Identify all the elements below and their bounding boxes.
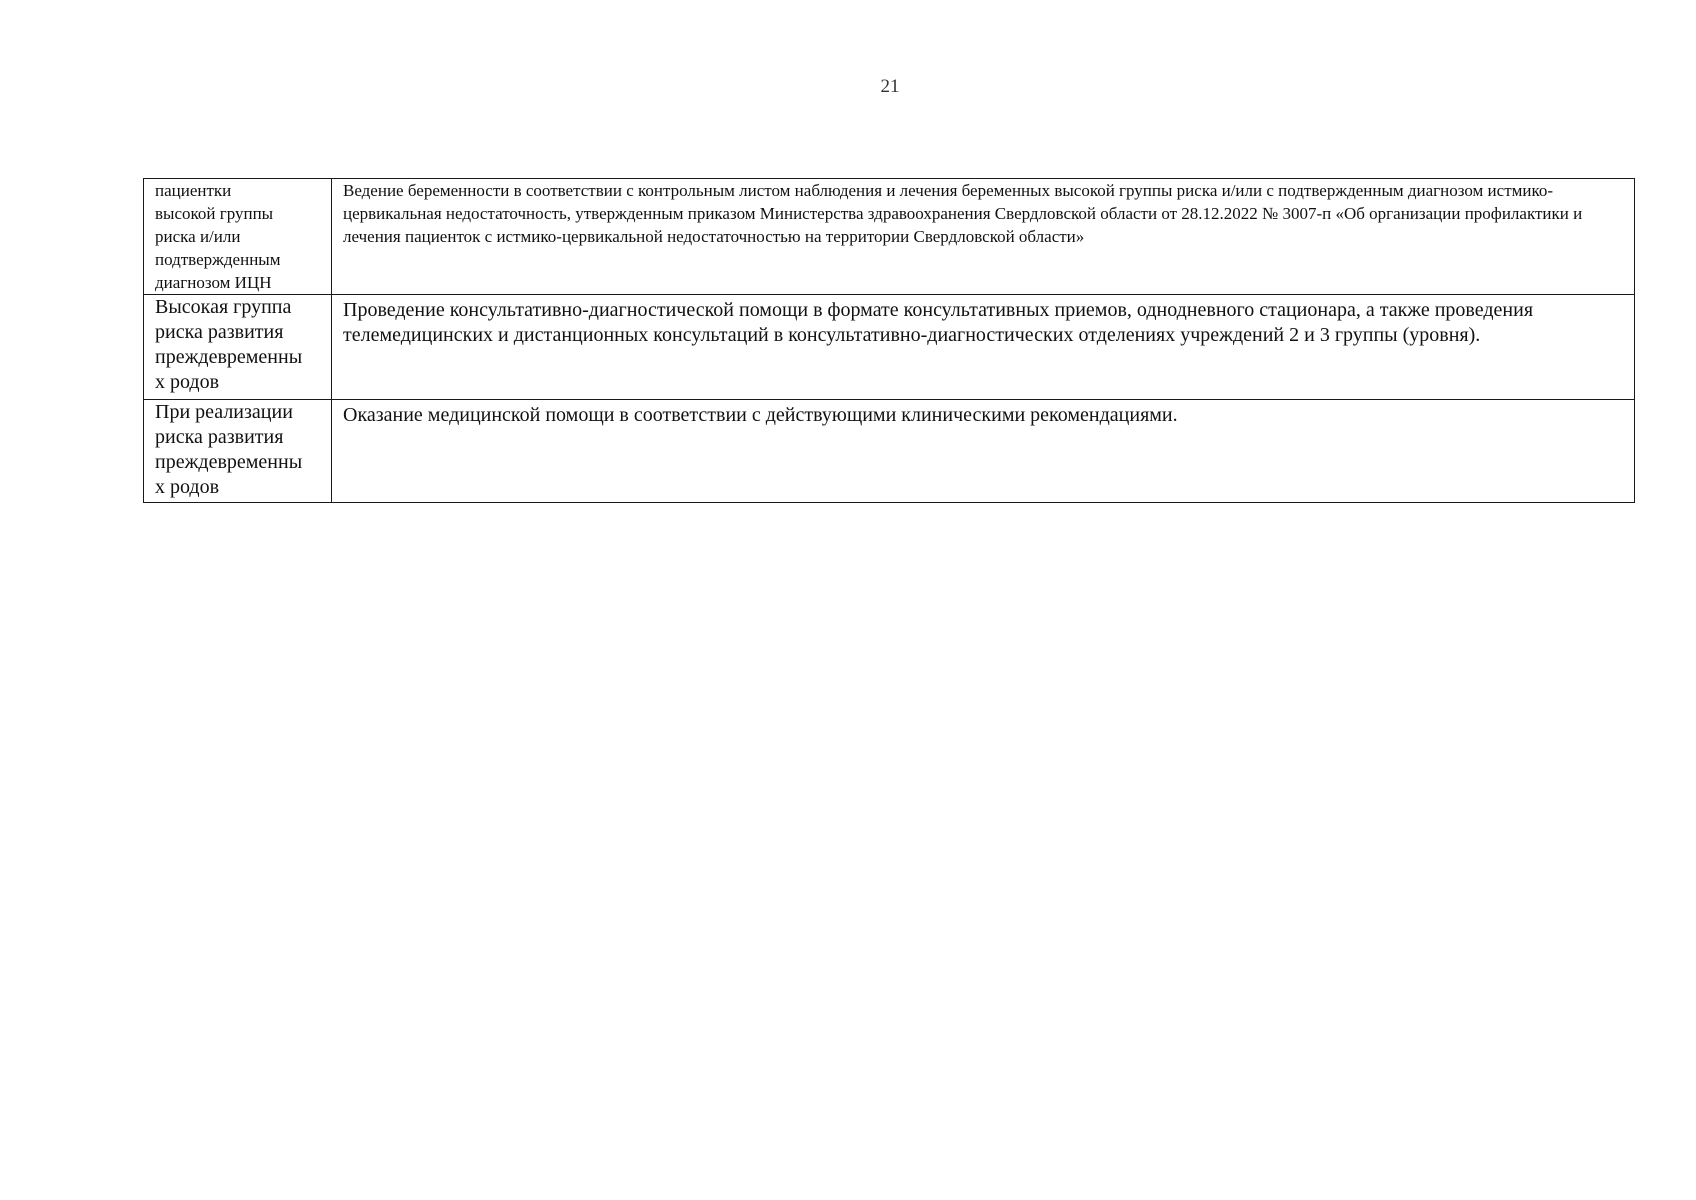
row-label-line: риска развития	[155, 426, 284, 448]
row-label-cell	[144, 295, 332, 400]
row-label-line: При реализации	[155, 401, 293, 423]
row-label-line: преждевременны	[155, 346, 303, 368]
row-label-line: высокой группы	[155, 204, 274, 223]
row-label-line: диагнозом ИЦН	[155, 273, 272, 292]
row-label-cell	[144, 400, 332, 503]
row-description-cell	[332, 400, 1635, 503]
row-description-cell	[332, 295, 1635, 400]
row-label-line: х родов	[155, 476, 220, 498]
row-description: Ведение беременности в соответствии с контрольным листом наблюдения и лечения беременных высокой группы риска и/или с подтвержденным диагнозом истмико-цервикальная недостаточность, утвержденным приказом Министерства здравоохранения Свердловской области от 28.12.2022 № 3007-п «Об организации профилактики и лечения пациенток с истмико-цервикальной недостаточностью на территории Свердловской области»	[343, 181, 1583, 246]
row-label-line: пациентки	[155, 181, 232, 200]
row-label-line: подтвержденным	[155, 250, 281, 269]
page-number: 21	[880, 76, 900, 97]
row-label-line: риска и/или	[155, 227, 241, 246]
row-label-line: х родов	[155, 371, 220, 393]
table-row	[144, 400, 1635, 503]
table-row	[144, 179, 1635, 295]
row-label-line: преждевременны	[155, 451, 303, 473]
row-label-cell	[144, 179, 332, 295]
row-label-line: риска развития	[155, 321, 284, 343]
row-description: Оказание медицинской помощи в соответствии с действующими клиническими рекомендациями.	[343, 404, 1178, 426]
table-row	[144, 295, 1635, 400]
row-label-line: Высокая группа	[155, 296, 292, 318]
row-description: Проведение консультативно-диагностической помощи в формате консультативных приемов, однодневного стационара, а также проведения телемедицинских и дистанционных консультаций в консультативно-диагностических отделениях учреждений 2 и 3 группы (уровня).	[343, 299, 1534, 346]
treatment-table	[143, 178, 1635, 503]
row-description-cell	[332, 179, 1635, 295]
